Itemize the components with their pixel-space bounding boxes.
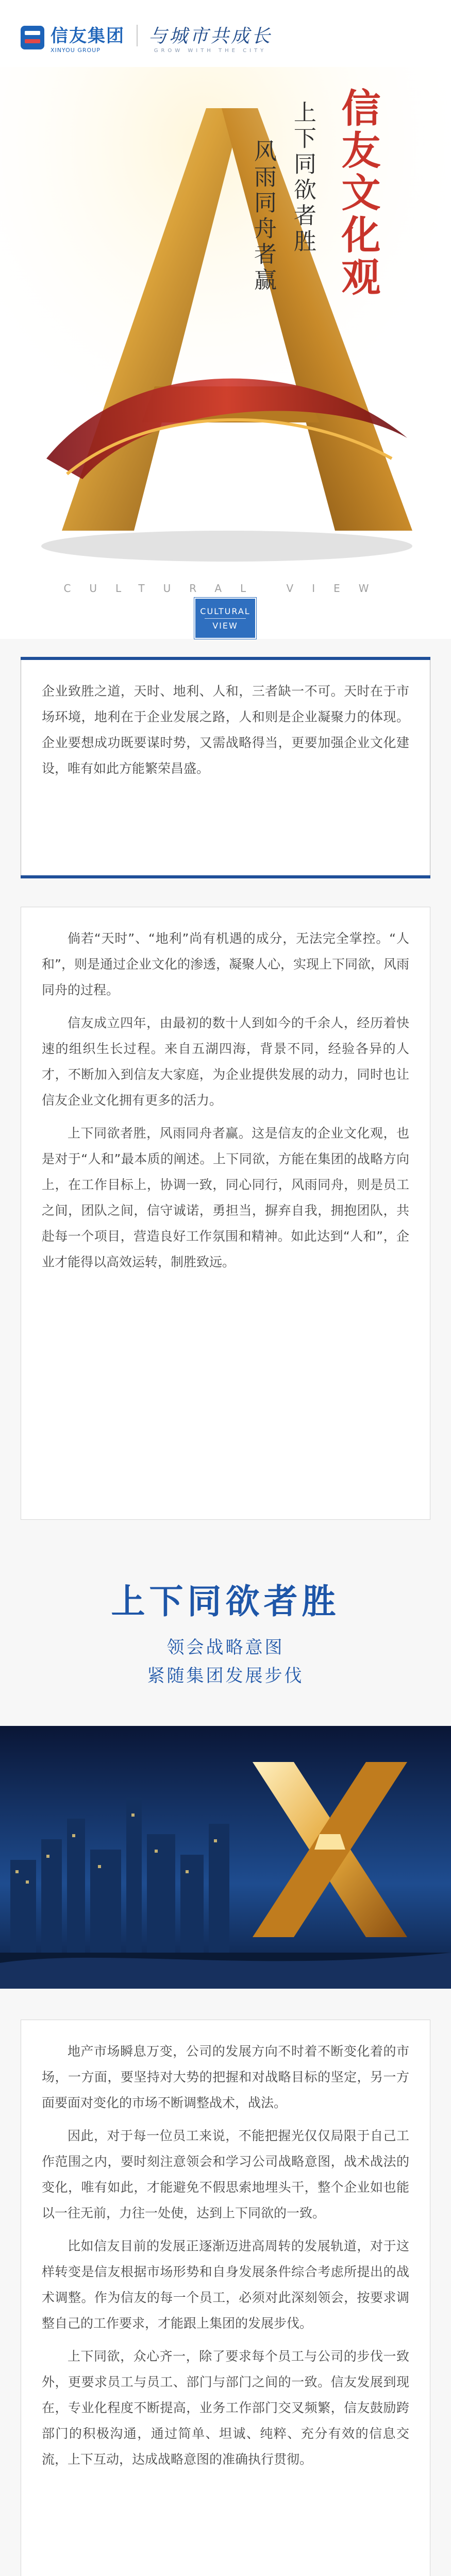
section-2-paragraph-3: 比如信友目前的发展正逐渐迈进高周转的发展轨道，对于这样转变是信友根据市场形势和自身发展条件综合考虑所提出的战术调整。作为信友的每一个员工，必须对此深刻领会，按要求调整自己的工作要求，才能跟上集团的发展步伐。: [42, 2239, 409, 2331]
logo-english: XINYOU GROUP: [51, 47, 101, 54]
intro-card: [21, 659, 430, 876]
overview-paragraph-3: 上下同欲者胜，风雨同舟者赢。这是信友的企业文化观，也是对于“人和”最本质的阐述。上下同欲，方能在集团的战略方向上，在工作目标上，协调一致，同心同行，风雨同舟，则是员工之间，团队之间，信守诚诺，勇担当，摒弃自我，拥抱团队，共赴每一个项目，营造良好工作氛围和精神。如此达到“人和”，企业才能得以高效运转，制胜致远。: [42, 1126, 409, 1269]
hero-subtitle-1: 上下同欲者胜: [290, 100, 316, 255]
section-2-card: [21, 2020, 430, 2576]
cultural-view-banner: CULTURAL VIEW: [63, 582, 388, 595]
badge-line-1: CULTURAL: [200, 606, 250, 616]
logo-divider: [137, 25, 138, 46]
overview-paragraph-2: 信友成立四年，由最初的数十人到如今的千余人，经历着快速的组织生长过程。来自五湖四海，背景不同，经验各异的人才，不断加入到信友大家庭，为企业提供发展的动力，同时也让信友企业文化拥有更多的活力。: [42, 1015, 409, 1108]
logo-icon: [21, 26, 44, 49]
section-2-title: 上下同欲者胜: [111, 1582, 340, 1621]
company-logo[interactable]: [21, 22, 125, 54]
city-skyline-graphic: [0, 1726, 451, 1989]
hero-section: [0, 0, 451, 639]
badge-line-2: VIEW: [212, 620, 238, 631]
city-skyline-image: [0, 1726, 451, 1989]
section-2-subtitle-2: 紧随集团发展步伐: [147, 1666, 304, 1686]
intro-text: 企业致胜之道，天时、地利、人和，三者缺一不可。天时在于市场环境，地利在于企业发展之路，人和则是企业凝聚力的体现。企业要想成功既要谋时势，又需战略得当，更要加强企业文化建设，唯有如此方能繁荣昌盛。: [42, 684, 409, 776]
culture-overview-card: [21, 907, 430, 1520]
logo-name: 信友集团: [51, 26, 125, 46]
section-2-subtitle-1: 领会战略意图: [166, 1637, 285, 1658]
section-2-paragraph-1: 地产市场瞬息万变，公司的发展方向不时着不断变化着的市场，一方面，要坚持对大势的把握和对战略目标的坚定，另一方面要面对变化的市场不断调整战术，战法。: [42, 2044, 409, 2110]
section-2-paragraph-4: 上下同欲，众心齐一，除了要求每个员工与公司的步伐一致外，更要求员工与员工、部门与部门之间的一致。信友发展到现在，专业化程度不断提高，业务工作部门交叉频繁，信友鼓励跨部门的积极沟通，通过简单、坦诚、纯粹、充分有效的信息交流，上下互动，达成战略意图的准确执行贯彻。: [42, 2349, 409, 2467]
badge-divider: [205, 618, 246, 619]
hero-subtitle-2: 风雨同舟者赢: [250, 139, 276, 294]
cultural-view-badge: [194, 598, 256, 639]
slogan-text: 与城市共成长: [148, 26, 273, 47]
section-2-paragraph-2: 因此，对于每一位员工来说，不能把握光仅仅局限于自己工作范围之内，要时刻注意领会和学习公司战略意图，战术战法的变化，唯有如此，才能避免不假思索地埋头干，整个企业如也能以一往无前，力往一处使，达到上下同欲的一致。: [42, 2128, 409, 2221]
hero-title: 信友文化观: [335, 88, 381, 299]
overview-paragraph-1: 倘若“天时”、“地利”尚有机遇的成分，无法完全掌控。“人和”，则是通过企业文化的渗透，凝聚人心，实现上下同欲，风雨同舟的过程。: [42, 931, 409, 997]
slogan: [148, 22, 272, 54]
slogan-sub: GROW WITH THE CITY: [154, 48, 267, 54]
